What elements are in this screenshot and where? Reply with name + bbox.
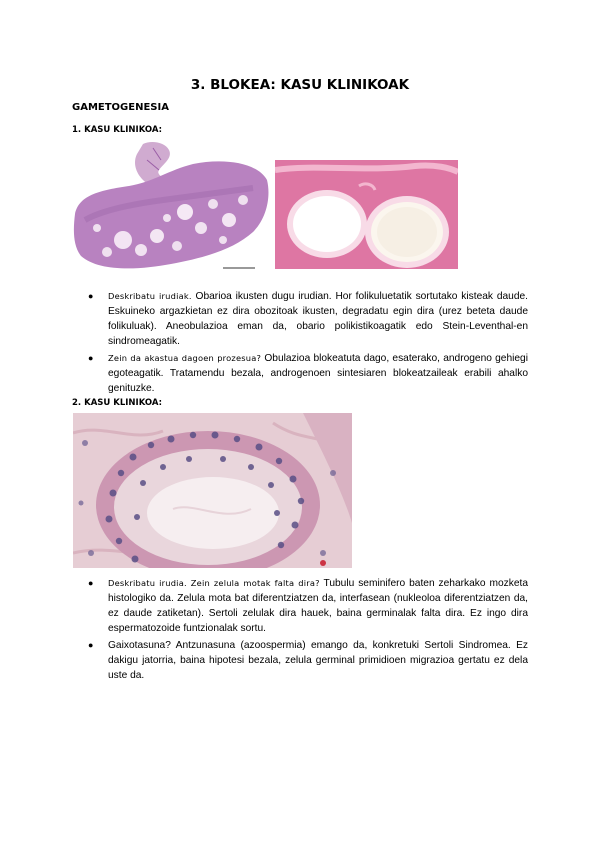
answer-text: Gaixotasuna? Antzunasuna (azoospermia) emango da, konkretuki Sertoli Sindromea. Ez dakigu jatorria, baina hipotesi bezala, zelula germinal primidioen migrazioa gertatu ez dela uste da. xyxy=(108,640,528,681)
section-heading: GAMETOGENESIA xyxy=(72,102,169,113)
case1-bullets xyxy=(72,289,528,398)
question-lead: Deskribatu irudiak. xyxy=(108,291,192,301)
list-item xyxy=(72,289,528,349)
list-item xyxy=(72,638,528,683)
bullet-icon: ● xyxy=(88,291,94,301)
answer-text: Tubulu seminifero baten zeharkako mozketa histologiko da. Zelula mota bat diferentziatzen da, interfasean (nukleoloa diferentziatzen da, ez daude zatiketan). Sertoli zelulak dira hauek, baina germinalak falta dira. Ez ingo dira espermatozoide funtzionalak sortu. xyxy=(108,578,528,634)
answer-text: Obarioa ikusten dugu irudian. Hor folikuluetatik sortutako kisteak daude. Eskuineko argazkietan ez dira obozitoak ikusten, degradatu egin dira (urez beteta daude folikuluak). Aneobulazioa eman da, obario polikistikoagatik edo Stein-Leventhal-en sindromeagatik. xyxy=(108,291,528,347)
answer-text: Obulazioa blokeatuta dago, esaterako, androgeno gehiegi egoteagatik. Tratamendu bezala, androgenoen sintesiaren blokeatzaileak erabili ahalko genituzke. xyxy=(108,353,528,394)
case1-heading: 1. KASU KLINIKOA: xyxy=(72,125,163,135)
list-item xyxy=(72,351,528,396)
list-item xyxy=(72,576,528,636)
ovary-histology-image xyxy=(73,140,269,274)
case2-heading: 2. KASU KLINIKOA: xyxy=(72,398,163,408)
follicle-cyst-histology-image xyxy=(275,160,458,269)
page-title: 3. BLOKEA: KASU KLINIKOAK xyxy=(190,77,410,93)
seminiferous-tubule-histology-image xyxy=(73,413,352,568)
bullet-icon: ● xyxy=(88,353,94,363)
bullet-icon: ● xyxy=(88,640,94,650)
question-lead: Zein da akastua dagoen prozesua? xyxy=(108,353,262,363)
bullet-icon: ● xyxy=(88,578,94,588)
case2-bullets xyxy=(72,576,528,685)
question-lead: Deskribatu irudia. Zein zelula motak falta dira? xyxy=(108,578,320,588)
